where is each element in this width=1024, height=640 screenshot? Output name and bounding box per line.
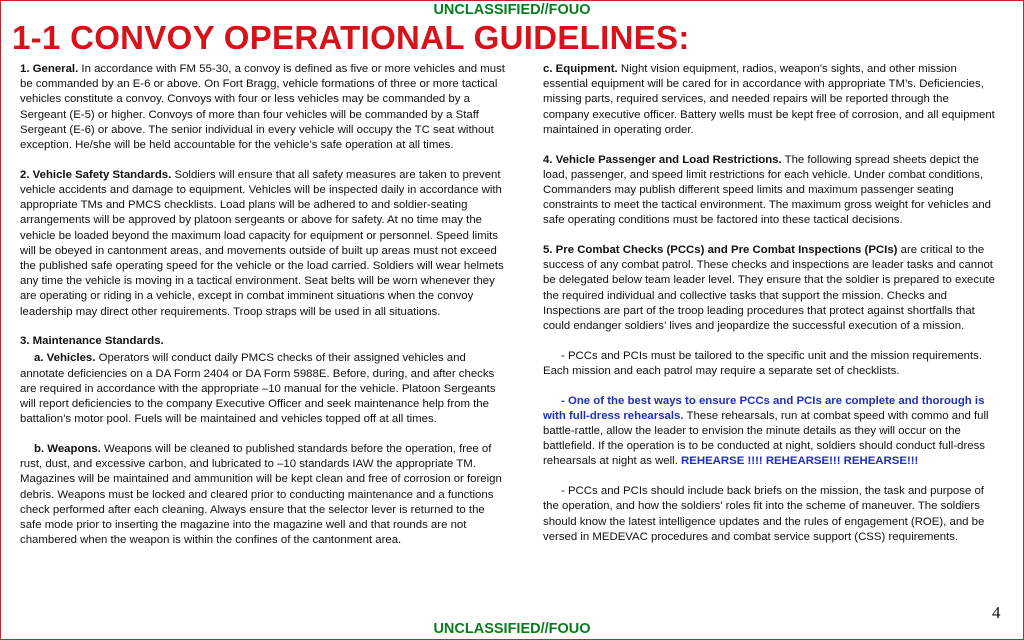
maintenance-heading: 3. Maintenance Standards. xyxy=(20,335,164,348)
section-vehicle-safety xyxy=(20,168,505,320)
weapons-text: Weapons will be cleaned to published standards before the operation, free of rust, dust, and excessive carbon, and lubricated to –10 standards IAW the appropriate TM. Magazines will be maintained and ammunition will be kept clean and free of corrosion or foreign debris. Weapons must be locked and cleared prior to conducting maintenance and a functions check performed after each cleaning. Always ensure that the selector lever is returned to the safe mode prior to inserting the magazine into the magazine well and that rounds are not chambered when the weapon is within the confines of the cantonment area. xyxy=(20,442,502,547)
slide-title: 1-1 CONVOY OPERATIONAL GUIDELINES: xyxy=(12,19,690,56)
section-pcc-pci xyxy=(543,243,998,334)
bullet-tailored xyxy=(543,349,998,379)
classification-banner-bottom: UNCLASSIFIED//FOUO xyxy=(433,621,591,637)
vehicles-heading: a. Vehicles. xyxy=(34,352,96,365)
page-number: 4 xyxy=(992,603,1001,622)
general-heading: 1. General. xyxy=(20,63,79,75)
section-general xyxy=(20,62,505,153)
vehicles-text: Operators will conduct daily PMCS checks of their assigned vehicles and annotate deficiencies on a DA Form 2404 or DA Form 5988E. Before, during, and after checks are required in accordance with the appropriate –10 manual for the vehicle. Platoon Sergeants will report deficiencies to the company Executive Officer and seek maintenance help from the battalion’s motor pool. Fuels will be maintained and vehicles topped off at all times. xyxy=(20,352,496,426)
section-load-restrictions xyxy=(543,153,998,229)
pcc-text: are critical to the success of any combat patrol. These checks and inspections are leader tasks and cannot be delegated below team leader level. They ensure that the soldier is prepared to execute the required individual and collective tasks that support the mission. Checks and Inspections are part of the troop leading procedures that protect against shortfalls that could endanger soldiers’ lives and jeopardize the successful execution of a mission. xyxy=(543,244,995,333)
vehicle-safety-text: Soldiers will ensure that all safety measures are taken to prevent vehicle accidents and damage to equipment. Vehicles will be inspected daily in accordance with appropriate TMs and PMCS checklists. Load plans will be adhered to and soldier-seating arrangements will be approved by platoon sergeants or above for safety. At no time may the vehicle be loaded beyond the maximum load capacity for equipment or personnel. Speed limits will be obeyed in cantonment areas, and movements outside of built up areas must not exceed the published safe operating speed for the vehicle or the load carried. Soldiers will wear helmets any time the vehicle is moving in a tactical environment. Seat belts will be worn whenever they are operating or riding in a vehicle, except in combat imminent situations when the convoy leadership may direct other requirements. Troop straps will be used in all situations. xyxy=(20,168,504,318)
rehearse-callout: REHEARSE !!!! REHEARSE!!! REHEARSE!!! xyxy=(681,455,919,468)
classification-banner-top: UNCLASSIFIED//FOUO xyxy=(433,2,591,18)
section-maintenance xyxy=(20,334,505,349)
pcc-heading: 5. Pre Combat Checks (PCCs) and Pre Combat Inspections (PCIs) xyxy=(543,244,898,257)
rehearsal-text: These rehearsals, run at combat speed with commo and full battle-rattle, allow the leader to envision the minute details as they will occur on the battlefield. If the operation is to be conducted at night, soldiers should conduct full-dress rehearsals at night as well. xyxy=(543,409,989,468)
subsection-vehicles xyxy=(20,351,505,427)
rehearsal-highlight: - One of the best ways to ensure PCCs and PCIs are complete and thorough is with full-dress rehearsals. xyxy=(543,394,985,422)
right-column xyxy=(543,62,998,559)
subsection-weapons xyxy=(20,442,505,548)
tailored-text: - PCCs and PCIs must be tailored to the specific unit and the mission requirements. Each mission and each patrol may require a separate set of checklists. xyxy=(543,349,983,377)
equipment-heading: c. Equipment. xyxy=(543,63,618,75)
bullet-rehearsals xyxy=(543,394,998,470)
load-restrictions-text: The following spread sheets depict the load, passenger, and speed limit restrictions for each vehicle. Under combat conditions, Commanders may publish different speed limits and maximum passenger seating constraints to meet the tactical environment. The maximum gross weight for vehicles and safe operating conditions must be factored into these tactical decisions. xyxy=(543,153,992,227)
vehicle-safety-heading: 2. Vehicle Safety Standards. xyxy=(20,168,172,181)
equipment-text: Night vision equipment, radios, weapon’s sights, and other mission essential equipment will be cared for in accordance with appropriate TM’s. Deficiencies, missing parts, required services, and needed repairs will be reported through the company executive officer. Battery wells must be kept free of corrosion, and all equipment maintained in operating order. xyxy=(543,63,995,136)
back-briefs-text: - PCCs and PCIs should include back briefs on the mission, the task and purpose of the operation, and how the soldiers’ roles fit into the scheme of maneuver. The soldiers should know the latest intelligence updates and the rules of engagement (ROE), and be versed in MEDEVAC procedures and combat service support (CSS) requirements. xyxy=(543,485,985,543)
left-column xyxy=(20,62,505,563)
load-restrictions-heading: 4. Vehicle Passenger and Load Restrictions. xyxy=(543,153,782,166)
weapons-heading: b. Weapons. xyxy=(34,442,101,455)
section-equipment xyxy=(543,62,998,138)
bullet-back-briefs xyxy=(543,484,998,545)
general-text: In accordance with FM 55-30, a convoy is defined as five or more vehicles and must be commanded by an E-6 or above. On Fort Bragg, vehicle formations of three or more tactical vehicles constitute a convoy. Convoys with four or less vehicles may be commanded by a Sergeant (E-5) or higher. Convoys of more than four vehicles will be commanded by a Staff Sergeant (E-6) or above. The senior individual in every vehicle will occupy the TC seat without exception. He/she will be held accountable for the vehicle’s safe operation at all times. xyxy=(20,63,505,152)
